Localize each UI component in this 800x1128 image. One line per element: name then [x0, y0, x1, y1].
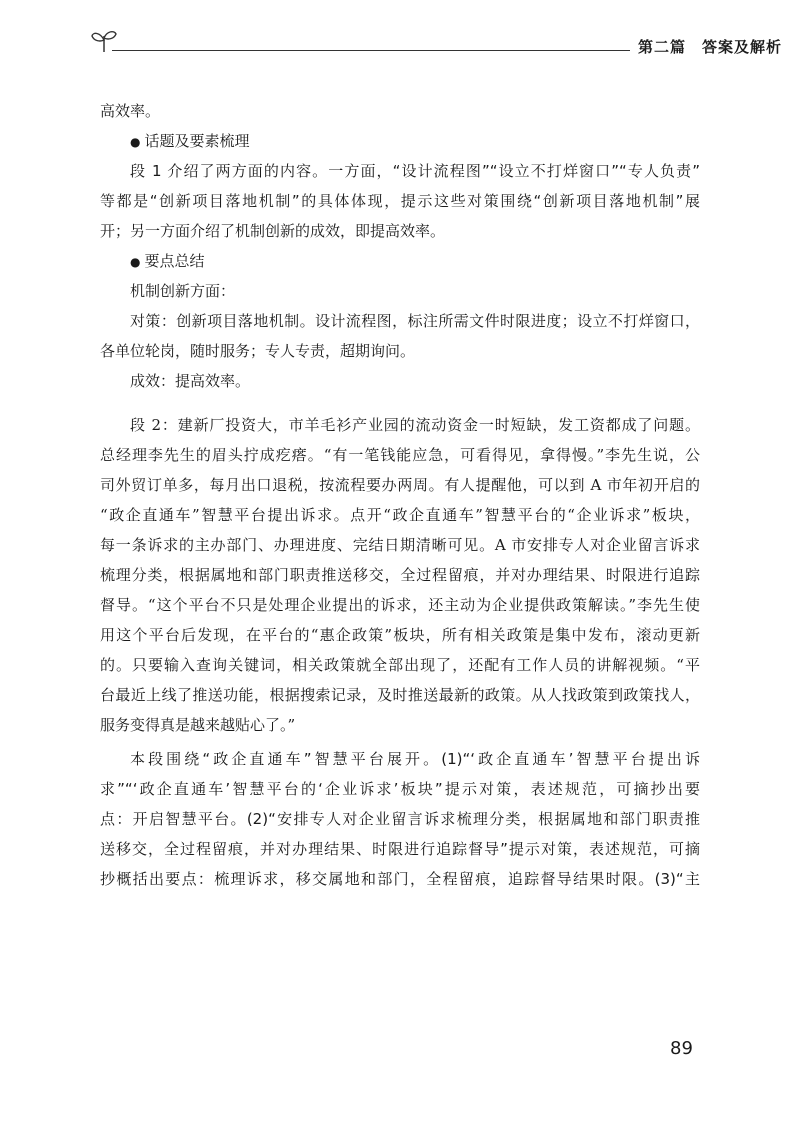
text-line: 督导。“这个平台不只是处理企业提出的诉求，还主动为企业提供政策解读。”李先生使	[100, 596, 700, 614]
text-line: 台最近上线了推送功能，根据搜索记录，及时推送最新的政策。从人找政策到政策找人，	[100, 686, 700, 704]
text-line: 的。只要输入查询关键词，相关政策就全部出现了，还配有工作人员的讲解视频。“平	[100, 656, 700, 674]
bullet-heading-summary: ● 要点总结	[130, 252, 205, 270]
text-line: 梳理分类，根据属地和部门职责推送移交，全过程留痕，并对办理结果、时限进行追踪	[100, 566, 700, 584]
text-line: 各单位轮岗，随时服务；专人专责，超期询问。	[100, 342, 416, 360]
header-rule	[112, 50, 630, 51]
text-line: 总经理李先生的眉头拧成疙瘩。“有一笔钱能应急，可看得见，拿得慢。”李先生说，公	[100, 446, 700, 464]
text-line: 等都是“创新项目落地机制”的具体体现，提示这些对策围绕“创新项目落地机制”展	[100, 192, 700, 210]
text-line: 点：开启智慧平台。(2)“安排专人对企业留言诉求梳理分类，根据属地和部门职责推	[100, 810, 700, 828]
page-number: 89	[670, 1038, 693, 1059]
quoted-passage	[100, 410, 700, 740]
text-line: 司外贸订单多，每月出口退税，按流程要办两周。有人提醒他，可以到 A 市年初开启的	[100, 476, 700, 494]
analysis-paragraph	[100, 744, 700, 894]
page-body	[100, 96, 700, 894]
bullet-dot-icon: ●	[130, 135, 141, 149]
text-line: 送移交，全过程留痕，并对办理结果、时限进行追踪督导”提示对策，表述规范，可摘	[100, 840, 700, 858]
text-line: 用这个平台后发现，在平台的“惠企政策”板块，所有相关政策是集中发布，滚动更新	[100, 626, 700, 644]
text-line: 服务变得真是越来越贴心了。”	[100, 716, 296, 734]
bullet-heading-topic: ● 话题及要素梳理	[130, 132, 250, 150]
text-line: 开；另一方面介绍了机制创新的成效，即提高效率。	[100, 222, 446, 240]
text-line: 求”“‘政企直通车’智慧平台的‘企业诉求’板块”提示对策，表述规范，可摘抄出要	[100, 780, 700, 798]
mech-label: 机制创新方面：	[130, 282, 236, 300]
text-line: 每一条诉求的主办部门、办理进度、完结日期清晰可见。A 市安排专人对企业留言诉求	[100, 536, 700, 554]
text-line: 对策：创新项目落地机制。设计流程图，标注所需文件时限进度；设立不打烊窗口，	[130, 312, 700, 330]
page-header	[90, 22, 783, 62]
bullet-dot-icon: ●	[130, 255, 141, 269]
text-line: 段 1 介绍了两方面的内容。一方面，“设计流程图”“设立不打烊窗口”“专人负责”	[130, 162, 700, 180]
text-line: 抄概括出要点：梳理诉求，移交属地和部门，全程留痕，追踪督导结果时限。(3)“主	[100, 870, 700, 888]
header-title: 第二篇 答案及解析	[638, 38, 783, 56]
text-line: 段 2：建新厂投资大，市羊毛衫产业园的流动资金一时短缺，发工资都成了问题。	[130, 416, 700, 434]
text-line: 本段围绕“政企直通车”智慧平台展开。(1)“‘政企直通车’智慧平台提出诉	[130, 750, 700, 768]
text-line: 高效率。	[100, 102, 161, 120]
effect-line: 成效：提高效率。	[130, 372, 251, 390]
text-line: “政企直通车”智慧平台提出诉求。点开“政企直通车”智慧平台的“企业诉求”板块，	[100, 506, 700, 524]
